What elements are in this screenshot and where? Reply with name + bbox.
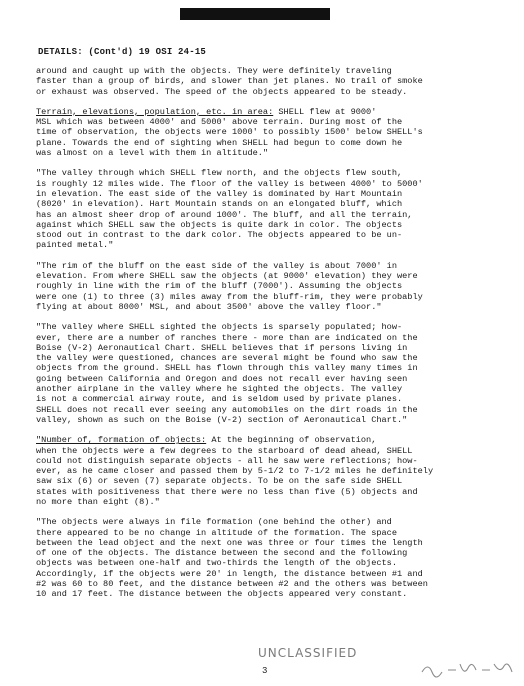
- page-number: 3: [262, 666, 268, 676]
- paragraph: Terrain, elevations, population, etc. in area: SHELL flew at 9000' MSL which was between 4000' and 5000' above terrain. During most of the time of observation, the objects were 1000' to possibly 1500' below SHELL's plane. Towards the end of sighting when SHELL had begun to come down he was almost on a level with them in altitude.": [36, 106, 423, 159]
- document-body: [36, 66, 506, 610]
- handwritten-mark: [420, 658, 516, 680]
- page-header: DETAILS: (Cont'd) 19 OSI 24-15: [38, 47, 207, 57]
- paragraph: around and caught up with the objects. They were definitely traveling faster than a group of birds, and slower than jet planes. No trail of smoke or exhaust was observed. The speed of the objects appeared to be steady.: [36, 66, 423, 97]
- section-heading: Terrain, elevations, population, etc. in area:: [36, 106, 274, 117]
- classification-stamp: UNCLASSIFIED: [258, 646, 358, 660]
- paragraph: "The valley through which SHELL flew north, and the objects flew south, is roughly 12 miles wide. The floor of the valley is between 4000' to 5000' in elevation. The east side of the valley is dominated by Hart Mountain (8020' in elevation). Hart Mountain stands on an elongated bluff, which has an almost sheer drop of around 1000'. The bluff, and all the terrain, against which SHELL saw the objects is quite dark in color. The objects stood out in contrast to the dark color. The objects appeared to be un- painted metal.": [36, 168, 423, 251]
- redaction-bar: [180, 8, 330, 20]
- section-heading: "Number of, formation of objects:: [36, 435, 207, 446]
- paragraph: "Number of, formation of objects: At the beginning of observation, when the objects were a few degrees to the starboard of dead ahead, SHELL could not distinguish separate objects - all he saw were reflections; how- ever, as he came closer and passed them by 5-1/2 to 7-1/2 miles he definitely saw six (6) or seven (7) separate objects. To be on the safe side SHELL states with positiveness that there were no less than five (5) objects and no more than eight (8).": [36, 435, 434, 507]
- paragraph: "The valley where SHELL sighted the objects is sparsely populated; how- ever, there are a number of ranches there - more than are indicated on the Boise (V-2) Aeronautical Chart. SHELL believes that if persons living in the valley were questioned, chances are several might be found who saw the objects from the ground. SHELL has flown through this valley many times in going between California and Oregon and does not recall ever having seen another airplane in the valley where he sighted the objects. The valley is not a commercial airway route, and is seldom used by private planes. SHELL does not recall ever seeing any automobiles on the dirt roads in the valley, shown as such on the Boise (V-2) section of Aeronautical Chart.": [36, 322, 418, 425]
- paragraph: "The rim of the bluff on the east side of the valley is about 7000' in elevation. From where SHELL saw the objects (at 9000' elevation) they were roughly in line with the rim of the bluff (7000'). Assuming the objects were one (1) to three (3) miles away from the bluff-rim, they were probably flying at about 8000' MSL, and about 3500' above the valley floor.": [36, 260, 423, 312]
- paragraph: "The objects were always in file formation (one behind the other) and there appeared to be no change in altitude of the formation. The space between the lead object and the next one was three or four times the length of one of the objects. The distance between the second and the following objects was between one-half and two-thirds the length of the objects. Accordingly, if the objects were 20' in length, the distance between #1 and #2 was 60 to 80 feet, and the distance between #2 and the others was between 10 and 17 feet. The distance between the objects appeared very constant.: [36, 517, 428, 600]
